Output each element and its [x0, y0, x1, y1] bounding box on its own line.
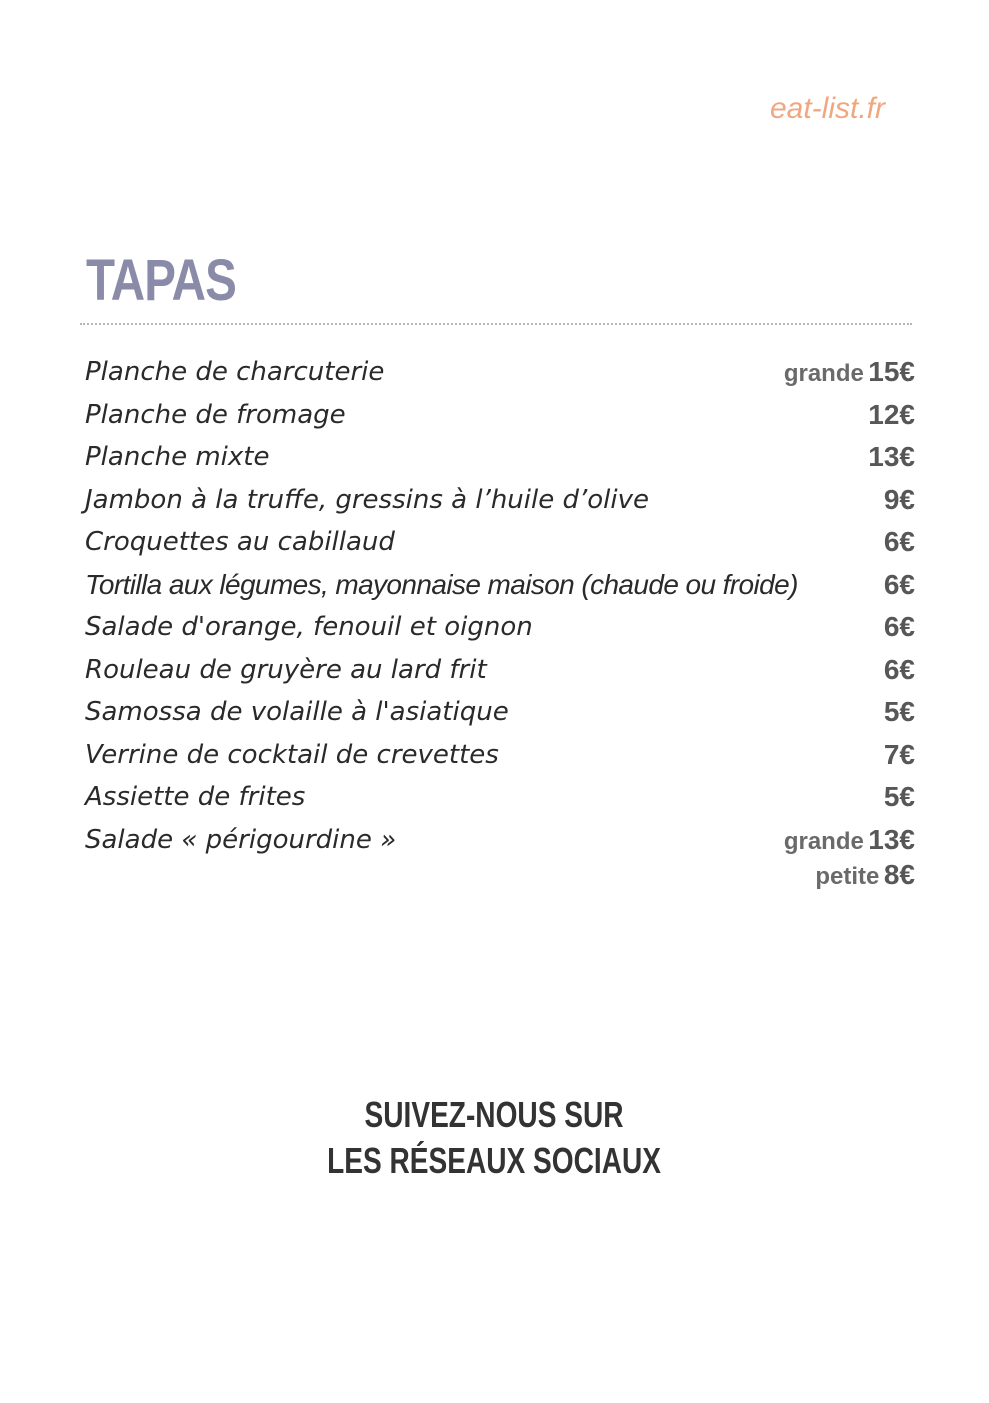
price-amount: 9€	[883, 483, 915, 515]
menu-item	[85, 692, 915, 735]
menu-item-prices	[884, 735, 915, 780]
menu-item	[85, 352, 915, 395]
price-line	[884, 692, 915, 737]
price-amount: 5€	[883, 696, 915, 727]
menu-item-name: Verrine de cocktail de crevettes	[85, 739, 499, 770]
price-size-label: petite	[815, 862, 880, 890]
price-amount: 6€	[883, 526, 915, 557]
price-line	[884, 735, 915, 780]
price-line	[884, 522, 915, 567]
menu-item-name: Rouleau de gruyère au lard frit	[85, 654, 487, 685]
menu-item-name: Croquettes au cabillaud	[85, 527, 395, 557]
menu-item	[85, 522, 915, 565]
menu-item-name: Salade d'orange, fenouil et oignon	[85, 612, 533, 642]
price-amount: 8€	[883, 858, 915, 890]
menu-item-prices	[884, 607, 915, 652]
menu-item	[85, 820, 915, 890]
menu-item-prices	[884, 777, 915, 822]
price-amount: 6€	[883, 568, 915, 600]
dotted-divider	[80, 323, 912, 325]
price-line	[784, 352, 915, 397]
price-line	[868, 395, 915, 440]
menu-item-prices	[868, 437, 915, 482]
menu-item	[85, 395, 915, 438]
menu-item-name: Assiette de frites	[85, 782, 306, 812]
menu-item	[85, 437, 915, 480]
section-title: TAPAS	[86, 248, 237, 313]
price-line	[884, 480, 915, 525]
price-amount: 5€	[883, 781, 915, 812]
menu-item-name: Planche de fromage	[85, 399, 346, 430]
menu-list	[85, 352, 915, 890]
price-line	[784, 858, 915, 893]
menu-item-prices	[868, 395, 915, 440]
menu-item-prices	[784, 352, 915, 397]
menu-item-name: Tortilla aux légumes, mayonnaise maison (chaude ou froide)	[85, 568, 798, 600]
menu-item	[85, 565, 915, 608]
menu-item-prices	[784, 820, 915, 893]
menu-item	[85, 735, 915, 778]
price-amount: 12€	[868, 398, 915, 430]
menu-item-prices	[884, 565, 915, 610]
price-amount: 6€	[883, 611, 915, 642]
price-line	[884, 565, 915, 610]
menu-item-name: Jambon à la truffe, gressins à l’huile d’olive	[85, 484, 650, 515]
price-line	[884, 607, 915, 652]
price-size-label: grande	[783, 360, 864, 387]
menu-item-name: Planche de charcuterie	[85, 357, 385, 387]
social-callout	[0, 1092, 989, 1184]
price-line	[868, 437, 915, 482]
price-size-label: grande	[783, 827, 864, 855]
menu-item	[85, 607, 915, 650]
menu-item-prices	[884, 650, 915, 695]
price-amount: 7€	[883, 738, 915, 770]
price-amount: 13€	[868, 823, 915, 855]
menu-item	[85, 480, 915, 523]
menu-item-prices	[884, 692, 915, 737]
menu-item-name: Planche mixte	[85, 442, 270, 472]
price-line	[884, 650, 915, 695]
price-amount: 6€	[883, 653, 915, 685]
menu-item-prices	[884, 480, 915, 525]
watermark-text: eat-list.fr	[769, 92, 885, 125]
price-amount: 13€	[868, 441, 915, 472]
menu-item	[85, 777, 915, 820]
menu-item	[85, 650, 915, 693]
price-line	[884, 777, 915, 822]
menu-item-prices	[884, 522, 915, 567]
menu-item-name: Salade « périgourdine »	[85, 824, 397, 855]
social-callout-line-1: SUIVEZ-NOUS SUR	[364, 1094, 624, 1135]
social-callout-line-2: LES RÉSEAUX SOCIAUX	[327, 1140, 662, 1181]
menu-item-name: Samossa de volaille à l'asiatique	[85, 697, 509, 727]
price-amount: 15€	[868, 356, 915, 387]
